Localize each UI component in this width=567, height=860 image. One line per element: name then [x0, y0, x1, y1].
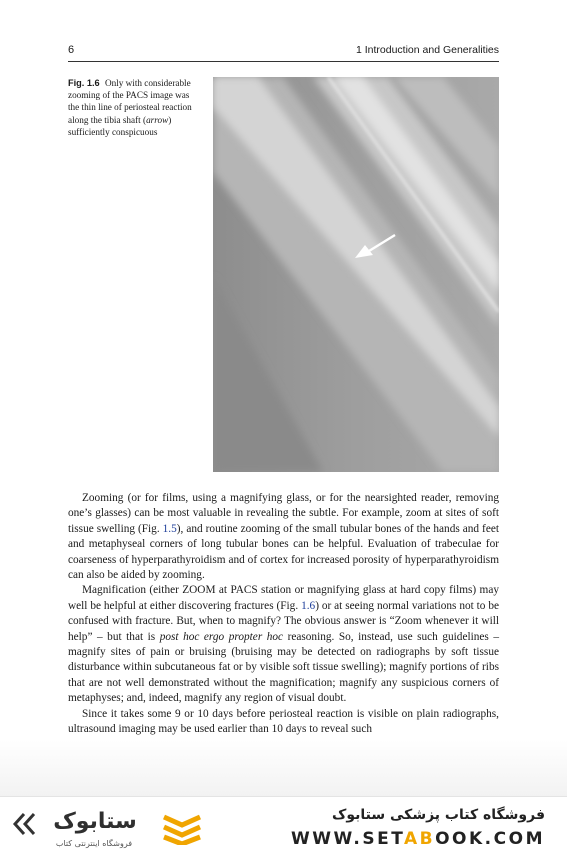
p1-text-b: ), and routine zooming of the small tubular bones of the hands and feet and metaphyseal corners of long tubular bones can be helpful. Evaluation of trabeculae for coarseness of hyperparathyroidism and of cortex for increased porosity of hyperparathyroidism can also be aided by zooming.	[68, 522, 499, 582]
logo-wordmark: ستابوک	[53, 809, 137, 834]
url-suffix: OOK.COM	[435, 829, 545, 849]
fig-ref-1-6[interactable]: 1.6	[301, 599, 316, 612]
page-fade	[0, 740, 567, 800]
page-number: 6	[68, 44, 75, 56]
url-highlight: AB	[403, 829, 436, 849]
paragraph-periosteal: Since it takes some 9 or 10 days before periosteal reaction is visible on plain radiographs, ultrasound imaging may be used earlier than 10 days to reveal such	[68, 707, 499, 736]
store-title: فروشگاه کتاب پزشکی ستابوک	[332, 807, 545, 823]
chevron-logo-icon	[12, 811, 40, 837]
figure-label: Fig. 1.6	[68, 78, 100, 88]
caption-text-a: Only with considerable zooming of the PACS image was the thin line of periosteal reaction along the tibia shaft (	[68, 78, 192, 125]
body-text	[68, 491, 499, 738]
url-prefix: WWW.SET	[291, 829, 404, 849]
books-logo-icon	[160, 811, 204, 845]
radiograph-svg	[213, 77, 499, 472]
figure-caption	[68, 77, 196, 138]
caption-text-em: arrow	[146, 114, 169, 125]
p2-text-a: Magnification (either ZOOM at PACS station or magnifying glass at hard copy films) may well be helpful at either discovering fractures (Fig.	[68, 584, 499, 612]
radiograph-image	[213, 77, 499, 472]
caption-text-b: ) sufficiently conspicuous	[68, 114, 172, 137]
store-footer	[0, 796, 567, 860]
store-url[interactable]	[291, 829, 545, 849]
running-head: 1 Introduction and Generalities	[355, 44, 499, 56]
paragraph-zooming	[68, 491, 499, 583]
paragraph-magnification	[68, 583, 499, 706]
p2-text-b: ) or at seeing normal variations not to be confused with fracture. But, when to magnify? The obvious answer is “Zoom whenever it will help” – but that is	[68, 599, 499, 643]
header-rule	[68, 61, 499, 62]
p2-text-em: post hoc ergo propter hoc	[159, 630, 284, 643]
p2-text-c: reasoning. So, instead, use such guidelines – magnify sites of pain or bruising (bruising may be detected on radiographs by soft tissue disturbance within subcutaneous fat or by visible soft tissue swelling); magnify portions of ribs that are not well demonstrated without the magnification; magnify any suspicious corners of metaphyses; and, indeed, magnify any region of visual doubt.	[68, 630, 499, 705]
p1-text-a: Zooming (or for films, using a magnifying glass, or for the nearsighted reader, removing one’s glasses) can be most valuable in revealing the subtle. For example, zoom at sites of soft tissue swelling (Fig.	[68, 492, 499, 535]
logo-subtitle: فروشگاه اینترنتی کتاب	[55, 839, 133, 848]
fig-ref-1-5[interactable]: 1.5	[162, 522, 177, 535]
